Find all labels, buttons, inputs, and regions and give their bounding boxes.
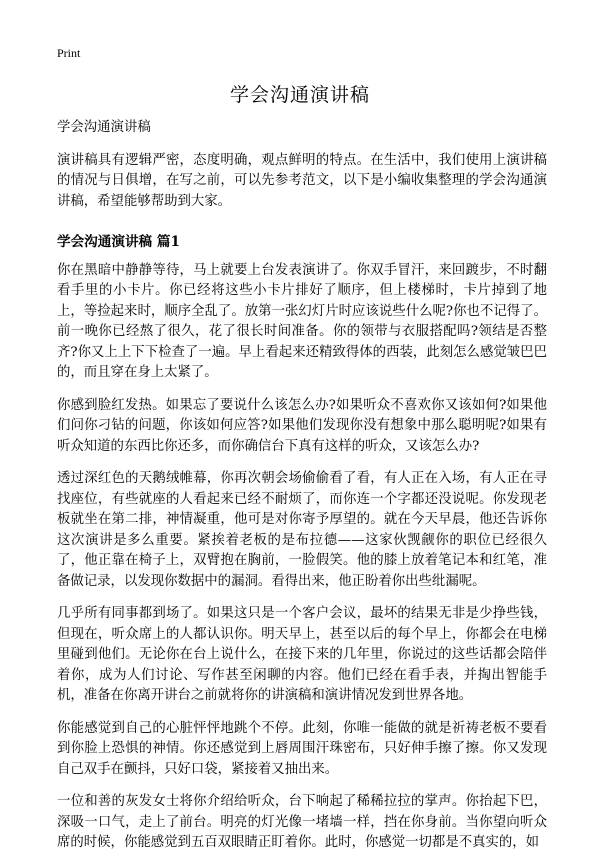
body-paragraph-5: 你能感觉到自己的心脏怦怦地跳个不停。此刻，你唯一能做的就是祈祷老板不要看到你脸上恐惧的神情。你还感觉到上唇周围汗珠密布，只好伸手擦了擦。你又发现自己双手在颤抖，只好口袋，紧接着又抽出来。 — [57, 720, 547, 777]
section-heading: 学会沟通演讲稿 篇1 — [57, 234, 180, 250]
body-paragraph-6: 一位和善的灰发女士将你介绍给听众，台下响起了稀稀拉拉的掌声。你抬起下巴，深吸一口气，走上了前台。明亮的灯光像一堵墙一样，挡在你身前。当你望向听众席的时候，你能感觉到五百双眼睛正盯着你。此时，你感觉一切都是不真实的，如 — [57, 794, 547, 850]
page-title: 学会沟通演讲稿 — [229, 84, 370, 106]
body-paragraph-2: 你感到脸红发热。如果忘了要说什么该怎么办?如果听众不喜欢你又该如何?如果他们问你刁钻的问题，你该如何应答?如果他们发现你没有想象中那么聪明呢?如果有听众知道的东西比你还多，而你确信台下真有这样的听众，又该怎么办? — [57, 397, 547, 454]
body-paragraph-1: 你在黑暗中静静等待，马上就要上台发表演讲了。你双手冒汗，来回踱步，不时翻看手里的小卡片。你已经将这些小卡片排好了顺序，但上楼梯时，卡片掉到了地上，等捡起来时，顺序全乱了。放第一张幻灯片时应该说些什么呢?你也不记得了。前一晚你已经熬了很久，花了很长时间准备。你的领带与衣服搭配吗?领结是否整齐?你又上上下下检查了一遍。早上看起来还精致得体的西装，此刻怎么感觉皱巴巴的，而且穿在身上太紧了。 — [57, 262, 547, 380]
body-paragraph-3: 透过深红色的天鹅绒帷幕，你再次朝会场偷偷看了看，有人正在入场，有人正在寻找座位，有些就座的人看起来已经不耐烦了，而你连一个字都还没说呢。你发现老板就坐在第二排，神情凝重，他可是对你寄予厚望的。就在今天早晨，他还告诉你这次演讲是多么重要。紧挨着老板的是布拉德——这家伙觊觎你的职位已经很久了，他正靠在椅子上，双臂抱在胸前，一脸假笑。他的膝上放着笔记本和红笔，准备做记录，以发现你数据中的漏洞。看得出来，他正盼着你出些纰漏呢。 — [57, 471, 547, 589]
document-subtitle: 学会沟通演讲稿 — [57, 120, 151, 135]
print-link[interactable]: Print — [57, 46, 81, 60]
body-paragraph-4: 几乎所有同事都到场了。如果这只是一个客户会议，最坏的结果无非是少挣些钱，但现在，听众席上的人都认识你。明天早上，甚至以后的每个早上，你都会在电梯里碰到他们。无论你在台上说什么，在接下来的几年里，你说过的这些话都会陪伴着你，成为人们讨论、写作甚至闲聊的内容。他们已经在看手表，并掏出智能手机，准备在你离开讲台之前就将你的讲演稿和演讲情况发到世界各地。 — [57, 606, 547, 703]
document-body — [57, 118, 547, 866]
intro-paragraph: 演讲稿具有逻辑严密，态度明确，观点鲜明的特点。在生活中，我们使用上演讲稿的情况与日俱增，在写之前，可以先参考范文，以下是小编收集整理的学会沟通演讲稿，希望能够帮助到大家。 — [57, 152, 547, 209]
